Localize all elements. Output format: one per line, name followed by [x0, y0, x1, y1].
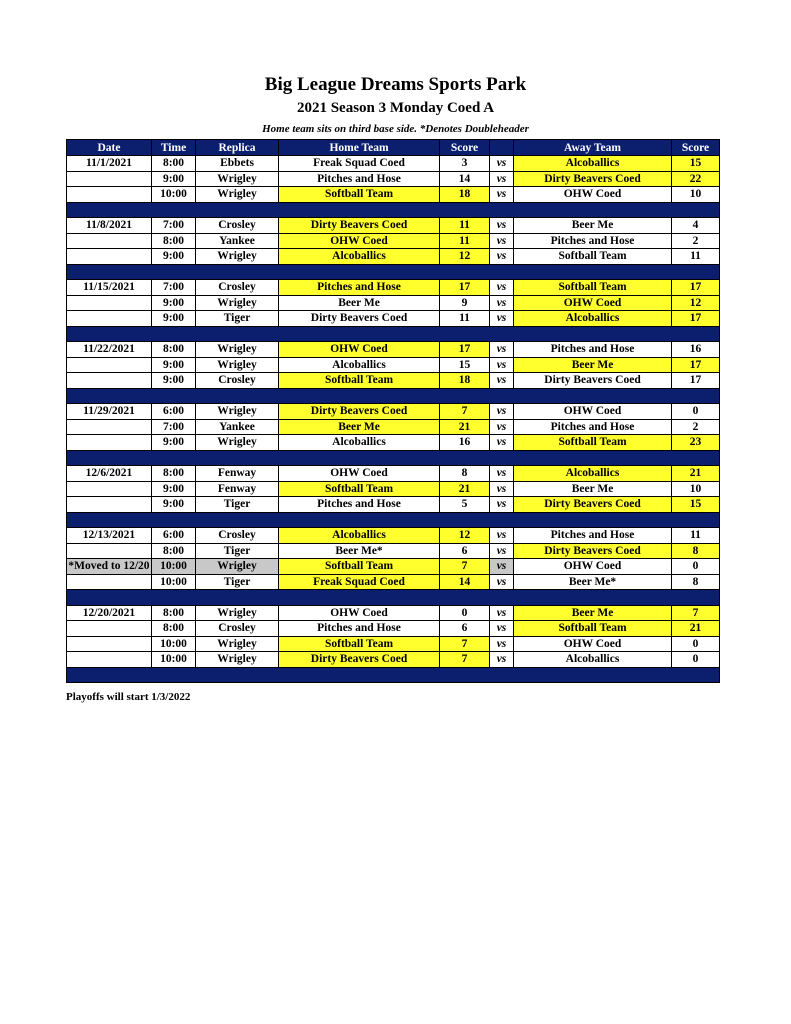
table-row	[67, 574, 720, 590]
separator-bar	[67, 326, 720, 342]
away-team-cell: Dirty Beavers Coed	[514, 373, 672, 389]
away-score-cell: 17	[672, 357, 720, 373]
away-team-cell: OHW Coed	[514, 187, 672, 203]
replica-cell: Tiger	[196, 543, 279, 559]
table-row	[67, 605, 720, 621]
home-score-cell: 17	[440, 280, 490, 296]
home-team-cell: OHW Coed	[279, 605, 440, 621]
home-score-cell: 16	[440, 435, 490, 451]
date-cell: 11/15/2021	[67, 280, 152, 296]
home-score-cell: 7	[440, 652, 490, 668]
replica-cell: Crosley	[196, 621, 279, 637]
table-row	[67, 295, 720, 311]
replica-cell: Tiger	[196, 311, 279, 327]
vs-cell: vs	[490, 636, 514, 652]
replica-cell: Fenway	[196, 481, 279, 497]
table-row	[67, 280, 720, 296]
time-cell: 7:00	[152, 419, 196, 435]
home-team-cell: Alcoballics	[279, 435, 440, 451]
table-row	[67, 404, 720, 420]
replica-cell: Wrigley	[196, 187, 279, 203]
week-separator	[67, 202, 720, 218]
time-cell: 10:00	[152, 574, 196, 590]
away-score-cell: 17	[672, 311, 720, 327]
home-score-cell: 6	[440, 543, 490, 559]
vs-cell: vs	[490, 574, 514, 590]
table-row	[67, 559, 720, 575]
away-score-cell: 0	[672, 652, 720, 668]
home-score-cell: 14	[440, 574, 490, 590]
home-score-cell: 12	[440, 249, 490, 265]
home-team-cell: Alcoballics	[279, 357, 440, 373]
week-separator	[67, 667, 720, 683]
away-team-cell: Beer Me	[514, 605, 672, 621]
home-team-cell: Beer Me	[279, 419, 440, 435]
col-away-team-header: Away Team	[514, 140, 672, 156]
table-row	[67, 419, 720, 435]
schedule-note: Home team sits on third base side. *Denotes Doubleheader	[262, 123, 529, 135]
vs-cell: vs	[490, 435, 514, 451]
home-team-cell: Softball Team	[279, 481, 440, 497]
week-separator	[67, 590, 720, 606]
away-team-cell: Dirty Beavers Coed	[514, 497, 672, 513]
table-row	[67, 342, 720, 358]
date-cell: 11/1/2021	[67, 156, 152, 172]
vs-cell: vs	[490, 404, 514, 420]
home-score-cell: 8	[440, 466, 490, 482]
home-team-cell: Pitches and Hose	[279, 497, 440, 513]
date-cell	[67, 636, 152, 652]
away-score-cell: 17	[672, 373, 720, 389]
week-separator	[67, 326, 720, 342]
vs-cell: vs	[490, 233, 514, 249]
away-team-cell: Alcoballics	[514, 652, 672, 668]
time-cell: 6:00	[152, 404, 196, 420]
replica-cell: Wrigley	[196, 559, 279, 575]
table-row	[67, 187, 720, 203]
time-cell: 9:00	[152, 435, 196, 451]
time-cell: 10:00	[152, 652, 196, 668]
table-row	[67, 435, 720, 451]
table-row	[67, 528, 720, 544]
home-team-cell: Pitches and Hose	[279, 621, 440, 637]
home-team-cell: Softball Team	[279, 559, 440, 575]
vs-cell: vs	[490, 171, 514, 187]
home-team-cell: Beer Me*	[279, 543, 440, 559]
home-score-cell: 7	[440, 636, 490, 652]
separator-bar	[67, 202, 720, 218]
away-score-cell: 2	[672, 233, 720, 249]
col-vs-header	[490, 140, 514, 156]
col-time-header: Time	[152, 140, 196, 156]
date-cell	[67, 187, 152, 203]
date-cell	[67, 233, 152, 249]
home-score-cell: 12	[440, 528, 490, 544]
home-score-cell: 7	[440, 404, 490, 420]
vs-cell: vs	[490, 295, 514, 311]
home-score-cell: 5	[440, 497, 490, 513]
away-score-cell: 8	[672, 574, 720, 590]
date-cell: 12/20/2021	[67, 605, 152, 621]
vs-cell: vs	[490, 419, 514, 435]
separator-bar	[67, 388, 720, 404]
time-cell: 9:00	[152, 249, 196, 265]
away-team-cell: Softball Team	[514, 280, 672, 296]
vs-cell: vs	[490, 249, 514, 265]
home-team-cell: OHW Coed	[279, 233, 440, 249]
home-score-cell: 21	[440, 419, 490, 435]
replica-cell: Crosley	[196, 373, 279, 389]
date-cell	[67, 621, 152, 637]
home-team-cell: Dirty Beavers Coed	[279, 404, 440, 420]
home-score-cell: 6	[440, 621, 490, 637]
replica-cell: Wrigley	[196, 342, 279, 358]
away-score-cell: 0	[672, 559, 720, 575]
date-cell: 11/22/2021	[67, 342, 152, 358]
table-row	[67, 233, 720, 249]
replica-cell: Wrigley	[196, 404, 279, 420]
away-team-cell: Pitches and Hose	[514, 342, 672, 358]
time-cell: 8:00	[152, 466, 196, 482]
time-cell: 8:00	[152, 543, 196, 559]
away-score-cell: 15	[672, 497, 720, 513]
schedule-table	[66, 139, 720, 683]
vs-cell: vs	[490, 187, 514, 203]
home-team-cell: Freak Squad Coed	[279, 156, 440, 172]
away-team-cell: Beer Me	[514, 218, 672, 234]
away-team-cell: OHW Coed	[514, 636, 672, 652]
vs-cell: vs	[490, 621, 514, 637]
away-team-cell: OHW Coed	[514, 295, 672, 311]
date-cell	[67, 435, 152, 451]
table-row	[67, 543, 720, 559]
home-score-cell: 21	[440, 481, 490, 497]
home-team-cell: Alcoballics	[279, 528, 440, 544]
time-cell: 6:00	[152, 528, 196, 544]
home-score-cell: 11	[440, 218, 490, 234]
away-team-cell: Softball Team	[514, 621, 672, 637]
time-cell: 10:00	[152, 636, 196, 652]
away-team-cell: OHW Coed	[514, 404, 672, 420]
date-cell	[67, 171, 152, 187]
header-row	[67, 140, 720, 156]
time-cell: 10:00	[152, 187, 196, 203]
date-cell	[67, 652, 152, 668]
time-cell: 8:00	[152, 621, 196, 637]
away-score-cell: 10	[672, 481, 720, 497]
away-team-cell: Beer Me*	[514, 574, 672, 590]
table-row	[67, 357, 720, 373]
date-cell	[67, 311, 152, 327]
week-separator	[67, 264, 720, 280]
col-home-team-header: Home Team	[279, 140, 440, 156]
away-score-cell: 0	[672, 636, 720, 652]
home-team-cell: Alcoballics	[279, 249, 440, 265]
away-score-cell: 10	[672, 187, 720, 203]
playoffs-note: Playoffs will start 1/3/2022	[66, 691, 191, 703]
away-team-cell: Pitches and Hose	[514, 528, 672, 544]
time-cell: 9:00	[152, 497, 196, 513]
home-team-cell: Dirty Beavers Coed	[279, 652, 440, 668]
col-away-score-header: Score	[672, 140, 720, 156]
away-team-cell: Pitches and Hose	[514, 233, 672, 249]
table-row	[67, 652, 720, 668]
vs-cell: vs	[490, 605, 514, 621]
replica-cell: Wrigley	[196, 357, 279, 373]
time-cell: 8:00	[152, 342, 196, 358]
home-team-cell: Softball Team	[279, 373, 440, 389]
away-team-cell: OHW Coed	[514, 559, 672, 575]
vs-cell: vs	[490, 342, 514, 358]
date-cell: 11/29/2021	[67, 404, 152, 420]
vs-cell: vs	[490, 559, 514, 575]
home-team-cell: Beer Me	[279, 295, 440, 311]
home-score-cell: 9	[440, 295, 490, 311]
away-team-cell: Beer Me	[514, 481, 672, 497]
col-home-score-header: Score	[440, 140, 490, 156]
vs-cell: vs	[490, 466, 514, 482]
vs-cell: vs	[490, 156, 514, 172]
home-team-cell: OHW Coed	[279, 342, 440, 358]
week-separator	[67, 388, 720, 404]
home-score-cell: 14	[440, 171, 490, 187]
vs-cell: vs	[490, 280, 514, 296]
col-date-header: Date	[67, 140, 152, 156]
home-score-cell: 7	[440, 559, 490, 575]
separator-bar	[67, 590, 720, 606]
time-cell: 8:00	[152, 605, 196, 621]
away-team-cell: Softball Team	[514, 435, 672, 451]
away-score-cell: 21	[672, 621, 720, 637]
vs-cell: vs	[490, 218, 514, 234]
home-team-cell: Softball Team	[279, 187, 440, 203]
replica-cell: Wrigley	[196, 605, 279, 621]
time-cell: 9:00	[152, 171, 196, 187]
away-score-cell: 2	[672, 419, 720, 435]
away-score-cell: 12	[672, 295, 720, 311]
date-cell	[67, 249, 152, 265]
vs-cell: vs	[490, 652, 514, 668]
replica-cell: Yankee	[196, 419, 279, 435]
away-team-cell: Alcoballics	[514, 311, 672, 327]
table-row	[67, 621, 720, 637]
away-score-cell: 7	[672, 605, 720, 621]
home-score-cell: 18	[440, 187, 490, 203]
date-cell	[67, 574, 152, 590]
replica-cell: Wrigley	[196, 249, 279, 265]
home-team-cell: Pitches and Hose	[279, 280, 440, 296]
home-score-cell: 17	[440, 342, 490, 358]
date-cell	[67, 497, 152, 513]
date-cell	[67, 357, 152, 373]
replica-cell: Wrigley	[196, 171, 279, 187]
replica-cell: Wrigley	[196, 636, 279, 652]
home-score-cell: 11	[440, 233, 490, 249]
home-team-cell: Freak Squad Coed	[279, 574, 440, 590]
date-cell: 11/8/2021	[67, 218, 152, 234]
time-cell: 9:00	[152, 373, 196, 389]
away-score-cell: 23	[672, 435, 720, 451]
home-team-cell: Dirty Beavers Coed	[279, 311, 440, 327]
away-team-cell: Softball Team	[514, 249, 672, 265]
time-cell: 9:00	[152, 357, 196, 373]
replica-cell: Wrigley	[196, 295, 279, 311]
table-row	[67, 311, 720, 327]
home-score-cell: 0	[440, 605, 490, 621]
table-row	[67, 218, 720, 234]
home-team-cell: Softball Team	[279, 636, 440, 652]
vs-cell: vs	[490, 373, 514, 389]
page-subtitle: 2021 Season 3 Monday Coed A	[296, 100, 495, 116]
vs-cell: vs	[490, 528, 514, 544]
away-team-cell: Dirty Beavers Coed	[514, 171, 672, 187]
date-cell	[67, 543, 152, 559]
replica-cell: Wrigley	[196, 435, 279, 451]
table-row	[67, 373, 720, 389]
date-cell: *Moved to 12/20	[68, 560, 150, 573]
table-row	[67, 466, 720, 482]
away-score-cell: 8	[672, 543, 720, 559]
away-score-cell: 22	[672, 171, 720, 187]
time-cell: 10:00	[152, 559, 196, 575]
away-score-cell: 11	[672, 249, 720, 265]
replica-cell: Ebbets	[196, 156, 279, 172]
away-team-cell: Alcoballics	[514, 466, 672, 482]
separator-bar	[67, 512, 720, 528]
away-team-cell: Beer Me	[514, 357, 672, 373]
table-row	[67, 171, 720, 187]
separator-bar	[67, 450, 720, 466]
home-team-cell: OHW Coed	[279, 466, 440, 482]
week-separator	[67, 450, 720, 466]
replica-cell: Tiger	[196, 574, 279, 590]
vs-cell: vs	[490, 543, 514, 559]
replica-cell: Tiger	[196, 497, 279, 513]
home-score-cell: 3	[440, 156, 490, 172]
page-title: Big League Dreams Sports Park	[264, 74, 527, 95]
home-team-cell: Dirty Beavers Coed	[279, 218, 440, 234]
vs-cell: vs	[490, 357, 514, 373]
replica-cell: Crosley	[196, 218, 279, 234]
replica-cell: Crosley	[196, 528, 279, 544]
home-score-cell: 15	[440, 357, 490, 373]
date-cell	[67, 373, 152, 389]
time-cell: 7:00	[152, 218, 196, 234]
table-row	[67, 636, 720, 652]
away-team-cell: Dirty Beavers Coed	[514, 543, 672, 559]
replica-cell: Wrigley	[196, 652, 279, 668]
separator-bar	[67, 667, 720, 683]
away-score-cell: 15	[672, 156, 720, 172]
time-cell: 8:00	[152, 156, 196, 172]
col-replica-header: Replica	[196, 140, 279, 156]
away-team-cell: Pitches and Hose	[514, 419, 672, 435]
away-score-cell: 21	[672, 466, 720, 482]
home-team-cell: Pitches and Hose	[279, 171, 440, 187]
table-row	[67, 497, 720, 513]
table-row	[67, 249, 720, 265]
date-cell	[67, 481, 152, 497]
table-row	[67, 481, 720, 497]
away-team-cell: Alcoballics	[514, 156, 672, 172]
date-cell: 12/13/2021	[67, 528, 152, 544]
away-score-cell: 4	[672, 218, 720, 234]
separator-bar	[67, 264, 720, 280]
away-score-cell: 11	[672, 528, 720, 544]
replica-cell: Yankee	[196, 233, 279, 249]
replica-cell: Crosley	[196, 280, 279, 296]
time-cell: 9:00	[152, 295, 196, 311]
away-score-cell: 17	[672, 280, 720, 296]
table-row	[67, 156, 720, 172]
away-score-cell: 0	[672, 404, 720, 420]
time-cell: 9:00	[152, 481, 196, 497]
home-score-cell: 18	[440, 373, 490, 389]
home-score-cell: 11	[440, 311, 490, 327]
date-cell	[67, 295, 152, 311]
vs-cell: vs	[490, 497, 514, 513]
away-score-cell: 16	[672, 342, 720, 358]
date-cell	[67, 419, 152, 435]
date-cell: 12/6/2021	[67, 466, 152, 482]
vs-cell: vs	[490, 481, 514, 497]
time-cell: 8:00	[152, 233, 196, 249]
time-cell: 9:00	[152, 311, 196, 327]
time-cell: 7:00	[152, 280, 196, 296]
vs-cell: vs	[490, 311, 514, 327]
week-separator	[67, 512, 720, 528]
replica-cell: Fenway	[196, 466, 279, 482]
